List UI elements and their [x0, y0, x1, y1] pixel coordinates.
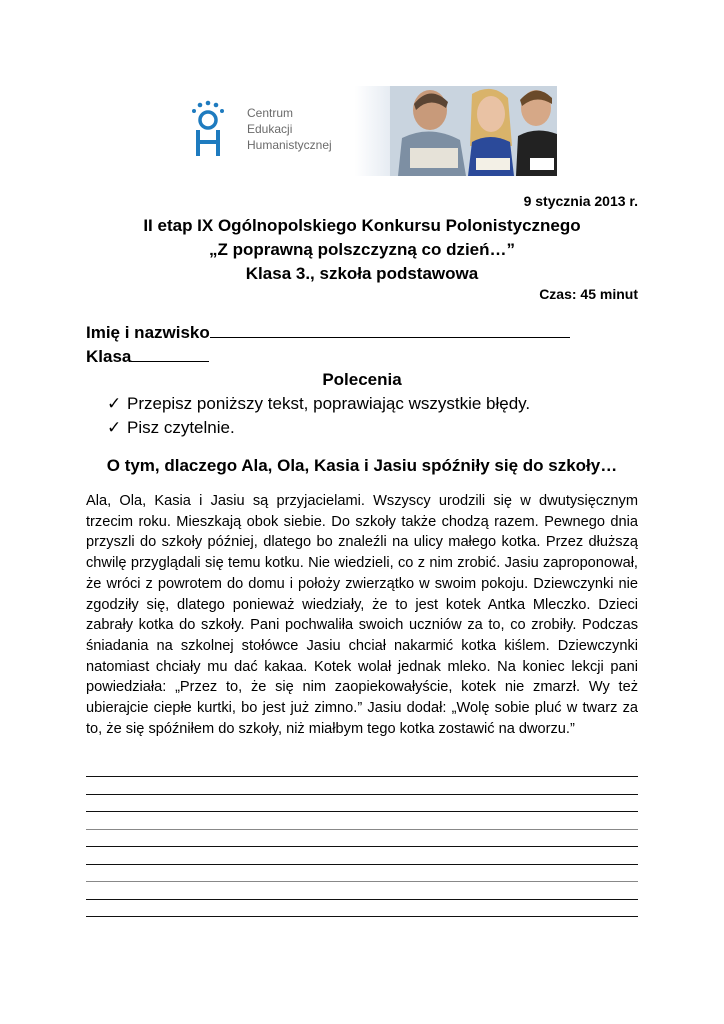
instructions-heading: Polecenia [322, 370, 402, 389]
ceh-logo-icon [188, 100, 228, 160]
story-title: O tym, dlaczego Ala, Ola, Kasia i Jasiu spóźniły się do szkoły… [106, 456, 618, 475]
writing-line [86, 776, 638, 777]
time-limit: Czas: 45 minut [539, 286, 638, 302]
writing-line [86, 811, 638, 812]
name-field [86, 322, 570, 343]
writing-line [86, 829, 638, 830]
class-label: Klasa [86, 347, 132, 366]
checkmark-icon: ✓ [107, 394, 122, 413]
contest-title-block [0, 214, 724, 286]
writing-line [86, 794, 638, 795]
contest-title-line: II etap IX Ogólnopolskiego Konkursu Polonistycznego [143, 216, 581, 235]
checkmark-icon: ✓ [107, 418, 122, 437]
header-banner [168, 86, 557, 176]
class-field [86, 346, 209, 367]
writing-line [86, 899, 638, 900]
logo-wordmark: Centrum Edukacji Humanistycznej [247, 106, 332, 152]
document-date: 9 stycznia 2013 r. [523, 193, 638, 209]
writing-line [86, 916, 638, 917]
students-photo [390, 86, 557, 176]
contest-motto-line: „Z poprawną polszczyzną co dzień…” [208, 240, 516, 259]
story-text: Ala, Ola, Kasia i Jasiu są przyjacielami. Wszyscy urodzili się w dwutysięcznym trzecim roku. Mieszkają obok siebie. Do szkoły także chodzą razem. Pewnego dnia przyszli do szkoły później, dlatego bo znaleźli na ulicy małego kotka. Przez dłuższą chwilę przyglądali się temu kotku. Nie wiedzieli, co z nim zrobić. Jasiu zaproponował, że wróci z powrotem do domu i położy zwierzątko w swoim pokoju. Dziewczynki nie zgodziły się, dlatego ponieważ wiedziały, że to jest kotek Antka Mleczko. Dzieci zabrały kotka do szkoły. Pani pochwaliła swoich uczniów za to, co zrobiły. Podczas śniadania na szkolnej stołówce Jasiu chciał nakarmić kotka kiślem. Dziewczynki natomiast chciały mu dać kakaa. Kotek wolał jednak mleko. Na koniec lekcji pani powiedziała: „Przez to, że się nim zaopiekowałyście, kotek nie zmarzł. Wy też ubierajcie ciepłe kurtki, bo jest już zimno.” Jasiu dodał: „Wolę sobie pluć w twarz za to, że się spóźniłem do szkoły, niż miałbym tego kotka zostawić na dworzu.” [86, 493, 638, 737]
writing-line [86, 846, 638, 847]
writing-line [86, 881, 638, 882]
contest-class-line: Klasa 3., szkoła podstawowa [245, 264, 479, 283]
instruction-item: ✓ Pisz czytelnie. [107, 418, 235, 437]
class-blank-line [131, 346, 209, 362]
answer-lines [86, 776, 638, 934]
writing-line [86, 864, 638, 865]
instruction-item: ✓ Przepisz poniższy tekst, poprawiając wszystkie błędy. [107, 394, 531, 413]
name-label: Imię i nazwisko [86, 323, 210, 342]
name-blank-line [210, 322, 570, 338]
